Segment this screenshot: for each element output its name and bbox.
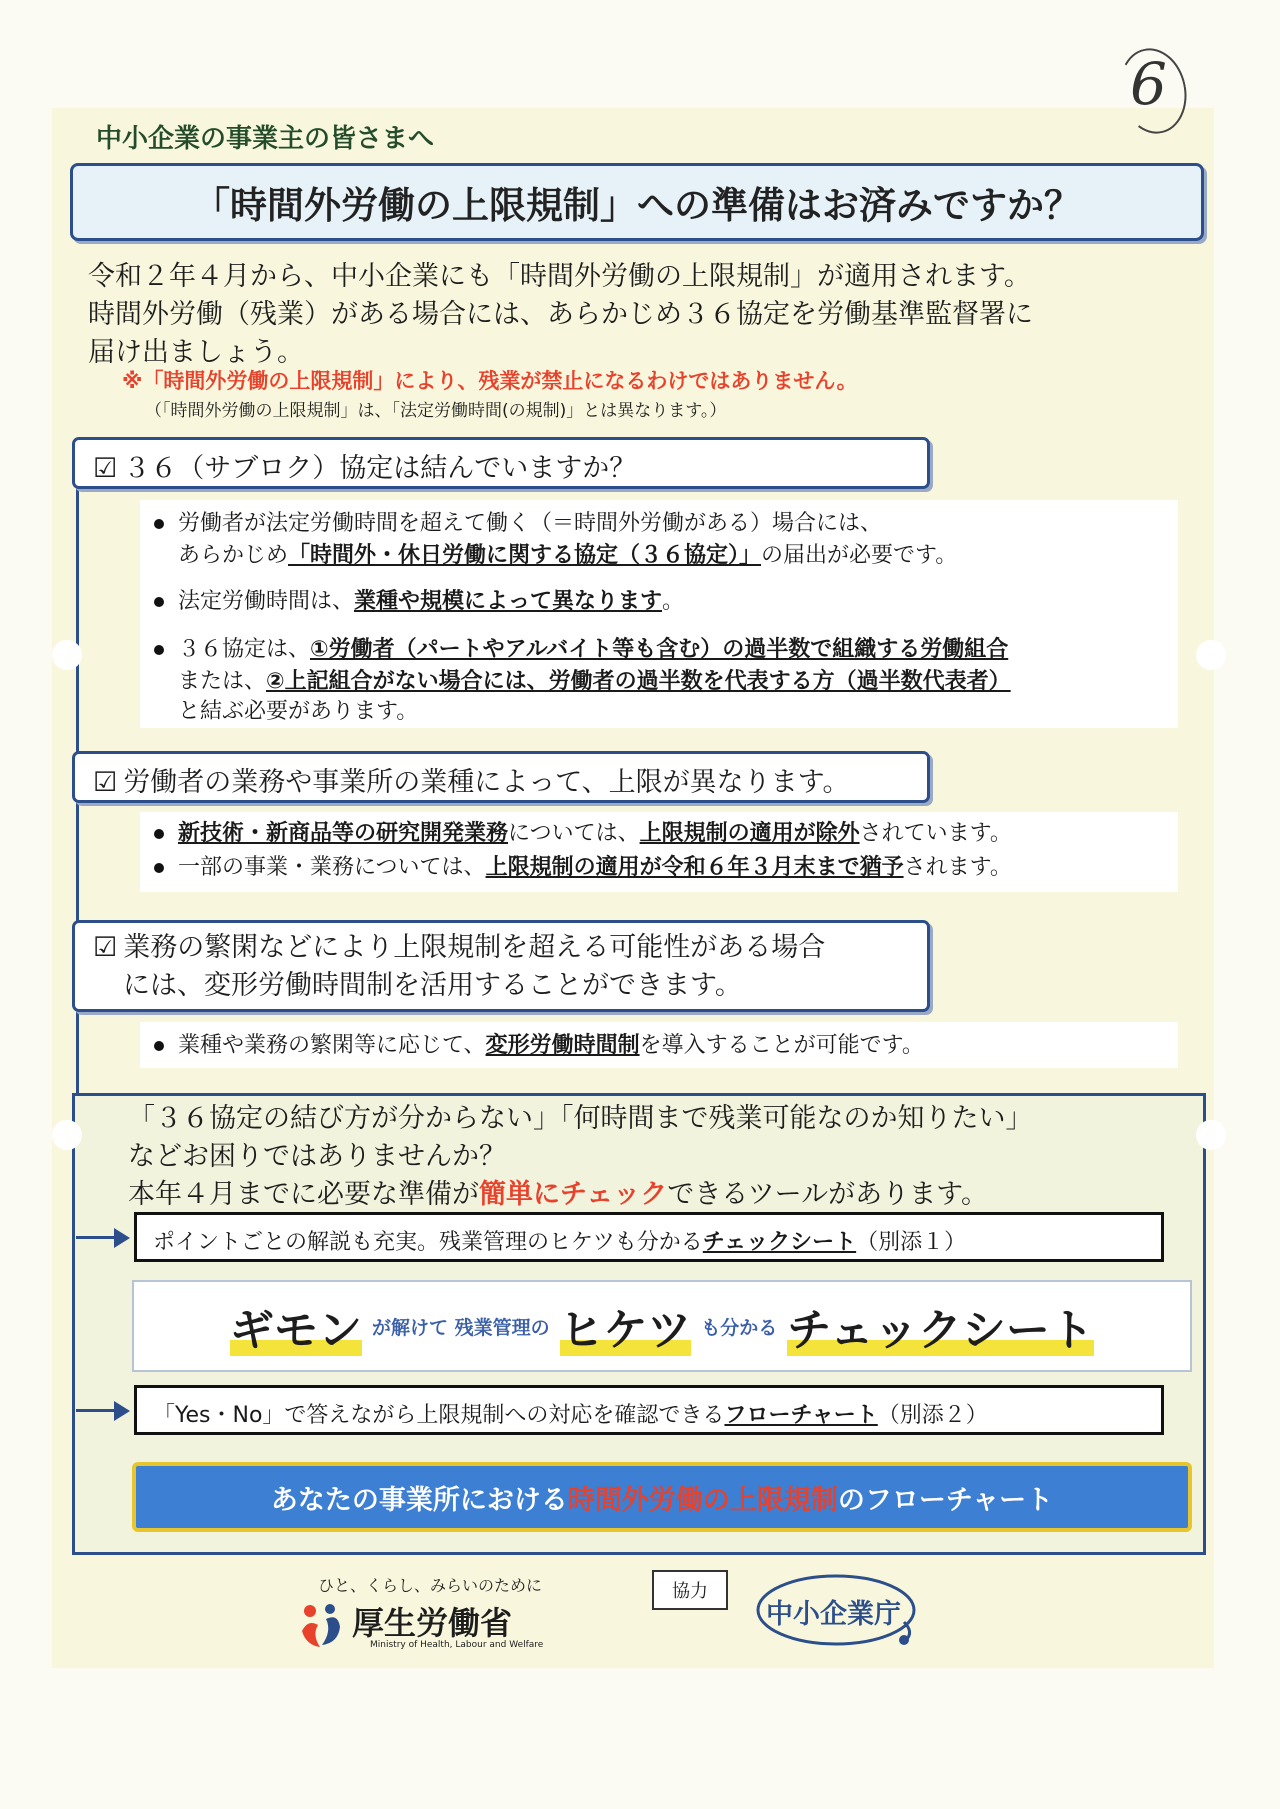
list-item-continuation: と結ぶ必要があります。 (178, 699, 419, 724)
tools-intro (128, 1100, 1188, 1214)
bullet-icon (154, 863, 164, 873)
list-item: ３６協定は、①労働者（パートやアルバイト等も含む）の過半数で組織する労働組合 (154, 634, 1008, 665)
bullet-icon (154, 597, 164, 607)
list-item: 業種や業務の繁閑等に応じて、変形労働時間制を導入することが可能です。 (154, 1030, 924, 1061)
section-3-heading (72, 920, 930, 1012)
list-item: 労働者が法定労働時間を超えて働く（＝時間外労働がある）場合には、 (154, 508, 882, 539)
section-1-heading (72, 437, 930, 489)
page-title-text: 「時間外労働の上限規制」への準備はお済みですか？ (193, 184, 1081, 227)
list-item: 一部の事業・業務については、上限規制の適用が令和６年３月末まで猶予されます。 (154, 852, 1012, 883)
flowchart-banner[interactable]: あなたの事業所における 時間外労働の上限規制 のフローチャート (132, 1462, 1192, 1532)
checksheet-resource: ポイントごとの解説も充実。残業管理のヒケツも分かるチェックシート（別添１） (134, 1212, 1164, 1262)
page-number: 6 (1130, 50, 1167, 118)
tools-intro-line-2: などお困りではありませんか？ (128, 1141, 506, 1172)
banner-word-hiketsu: ヒケツ (559, 1305, 692, 1356)
bullet-icon (154, 519, 164, 529)
list-item: 法定労働時間は、業種や規模によって異なります。 (154, 586, 684, 617)
section-3-heading-line-2: には、変形労働時間制を活用することができます。 (123, 970, 742, 1001)
section-3-bullets (140, 1022, 1178, 1068)
section-2-heading-text: 労働者の業務や事業所の業種によって、上限が異なります。 (123, 767, 850, 798)
punch-hole (52, 1120, 82, 1150)
mhlw-logo-icon (298, 1601, 344, 1653)
arrow-right-icon (114, 1228, 130, 1248)
page-title (70, 163, 1204, 241)
arrow-right-icon (114, 1401, 130, 1421)
arrow-connector (76, 1236, 118, 1239)
tools-intro-line-1: 「３６協定の結び方が分からない」「何時間まで残業可能なのか知りたい」 (128, 1103, 1033, 1134)
intro-line-1: 令和２年４月から、中小企業にも「時間外労働の上限規制」が適用されます。 (88, 261, 1031, 292)
section-1-bullets (140, 500, 1178, 728)
checkbox-icon: ☑ (93, 453, 118, 484)
mhlw-tagline: ひと、くらし、みらいのために (318, 1576, 543, 1595)
banner-word-gimon: ギモン (230, 1305, 363, 1356)
arrow-connector (76, 1409, 118, 1412)
punch-hole (52, 640, 82, 670)
section-3-heading-line-1: 業務の繁閑などにより上限規制を超える可能性がある場合 (123, 932, 826, 963)
bullet-icon (154, 1041, 164, 1051)
flowchart-resource: 「Yes・No」で答えながら上限規制への対応を確認できるフローチャート（別添２） (134, 1385, 1164, 1435)
audience-label: 中小企業の事業主の皆さまへ (96, 124, 435, 154)
checkbox-icon: ☑ (93, 767, 118, 798)
intro-note: ※「時間外労働の上限規制」により、残業が禁止になるわけではありません。 (122, 369, 858, 393)
checksheet-banner[interactable] (132, 1280, 1192, 1372)
mhlw-english-name: Ministry of Health, Labour and Welfare (370, 1640, 544, 1650)
punch-hole (1196, 640, 1226, 670)
banner-text: も分かる (701, 1316, 778, 1339)
bullet-icon (154, 829, 164, 839)
tools-intro-line-3: 本年４月までに必要な準備が簡単にチェックできるツールがあります。 (128, 1179, 988, 1210)
banner-text: が解けて 残業管理の (372, 1316, 550, 1339)
list-item: 新技術・新商品等の研究開発業務については、上限規制の適用が除外されています。 (154, 818, 1012, 849)
intro-line-2: 時間外労働（残業）がある場合には、あらかじめ３６協定を労働基準監督署に (88, 299, 1033, 330)
banner-word-checksheet: チェックシート (787, 1305, 1094, 1356)
sme-agency-name: 中小企業庁 (766, 1599, 901, 1630)
intro-paragraph (88, 258, 1208, 372)
section-1-heading-text: ３６（サブロク）協定は結んでいますか？ (123, 453, 637, 484)
punch-hole (1196, 1120, 1226, 1150)
checkbox-icon: ☑ (93, 932, 118, 963)
intro-subnote: （「時間外労働の上限規制」は、「法定労働時間(の規制)」とは異なります。） (145, 401, 727, 421)
cooperation-label: 協力 (652, 1570, 728, 1610)
section-2-heading (72, 751, 930, 803)
intro-line-3: 届け出ましょう。 (88, 337, 304, 368)
list-item-continuation: または、②上記組合がない場合には、労働者の過半数を代表する方（過半数代表者） (178, 669, 1011, 694)
mhlw-name: 厚生労働省 (352, 1604, 513, 1642)
bullet-icon (154, 645, 164, 655)
list-item-continuation: あらかじめ「時間外・休日労働に関する協定（３６協定）」の届出が必要です。 (178, 543, 958, 568)
section-2-bullets (140, 812, 1178, 892)
